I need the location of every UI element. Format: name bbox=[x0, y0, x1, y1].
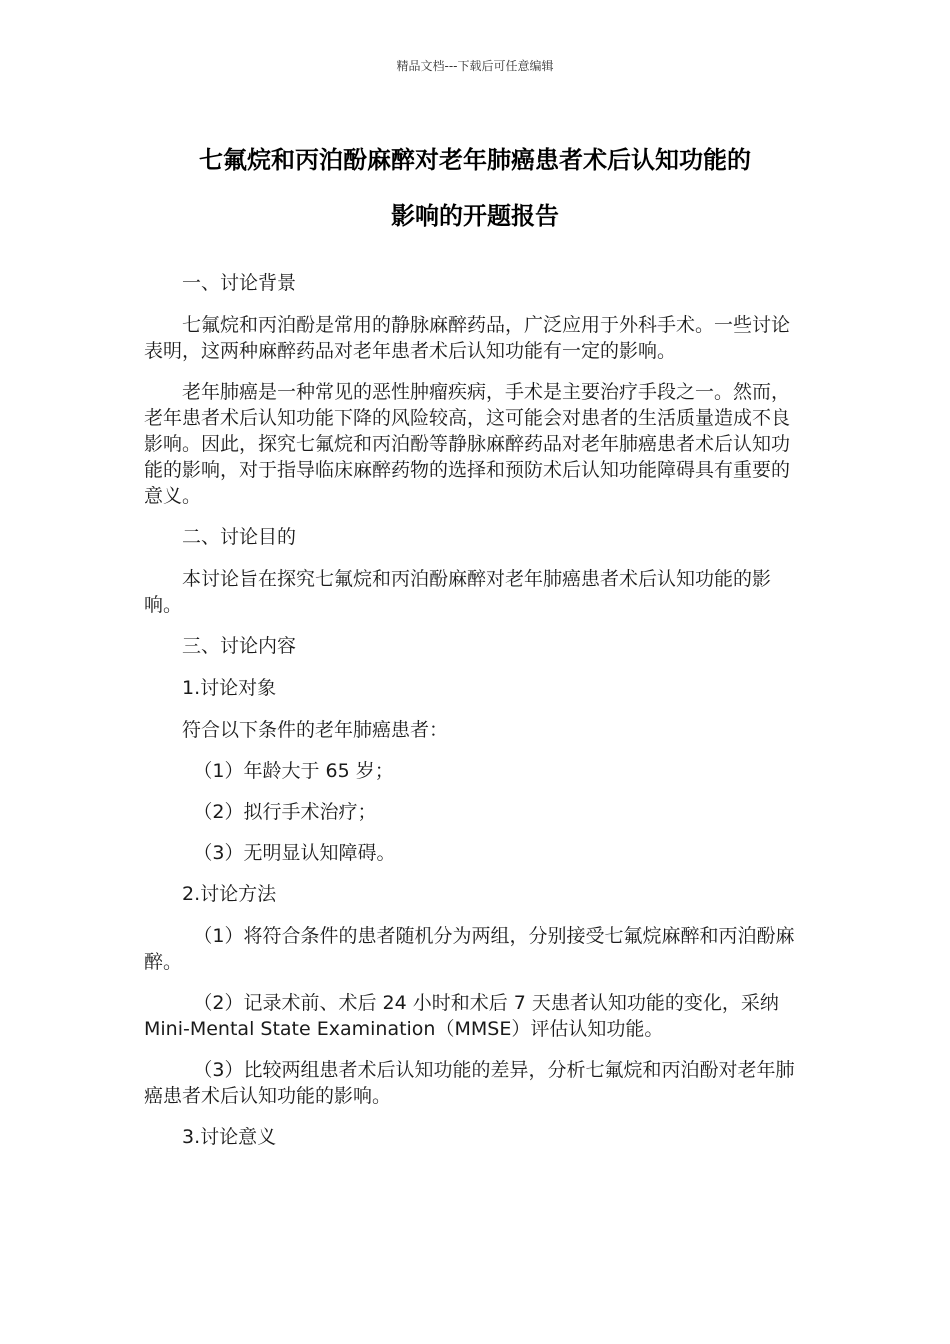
section-heading-purpose: 二、讨论目的 bbox=[182, 526, 297, 548]
subheading-subjects: 1.讨论对象 bbox=[182, 677, 277, 699]
paragraph-criteria-intro: 符合以下条件的老年肺癌患者： bbox=[182, 719, 449, 741]
method-item-1: （1）将符合条件的患者随机分为两组，分别接受七氟烷麻醉和丙泊酚麻醉。 bbox=[144, 925, 795, 973]
subheading-significance: 3.讨论意义 bbox=[182, 1126, 277, 1148]
paragraph-background-1: 七氟烷和丙泊酚是常用的静脉麻醉药品，广泛应用于外科手术。一些讨论表明，这两种麻醉药品对老年患者术后认知功能有一定的影响。 bbox=[144, 314, 791, 362]
criteria-item-1: （1）年龄大于 65 岁； bbox=[193, 760, 394, 782]
paragraph-background-2: 老年肺癌是一种常见的恶性肿瘤疾病，手术是主要治疗手段之一。然而，老年患者术后认知功能下降的风险较高，这可能会对患者的生活质量造成不良影响。因此，探究七氟烷和丙泊酚等静脉麻醉药品对老年肺癌患者术后认知功能的影响，对于指导临床麻醉药物的选择和预防术后认知功能障碍具有重要的意义。 bbox=[144, 381, 791, 507]
subheading-methods: 2.讨论方法 bbox=[182, 883, 277, 905]
title-line-1: 七氟烷和丙泊酚麻醉对老年肺癌患者术后认知功能的 bbox=[199, 146, 751, 174]
criteria-item-3: （3）无明显认知障碍。 bbox=[193, 842, 396, 864]
section-heading-content: 三、讨论内容 bbox=[182, 635, 297, 657]
header-note: 精品文档---下载后可任意编辑 bbox=[396, 59, 554, 73]
document-title bbox=[140, 132, 810, 244]
method-item-2: （2）记录术前、术后 24 小时和术后 7 天患者认知功能的变化，采纳 Mini-Mental State Examination（MMSE）评估认知功能。 bbox=[144, 992, 779, 1040]
paragraph-purpose: 本讨论旨在探究七氟烷和丙泊酚麻醉对老年肺癌患者术后认知功能的影响。 bbox=[144, 568, 772, 616]
method-item-3: （3）比较两组患者术后认知功能的差异，分析七氟烷和丙泊酚对老年肺癌患者术后认知功能的影响。 bbox=[144, 1059, 795, 1107]
title-line-2: 影响的开题报告 bbox=[391, 202, 559, 230]
criteria-item-2: （2）拟行手术治疗； bbox=[193, 801, 377, 823]
section-heading-background: 一、讨论背景 bbox=[182, 272, 297, 294]
document-body bbox=[144, 270, 806, 1166]
